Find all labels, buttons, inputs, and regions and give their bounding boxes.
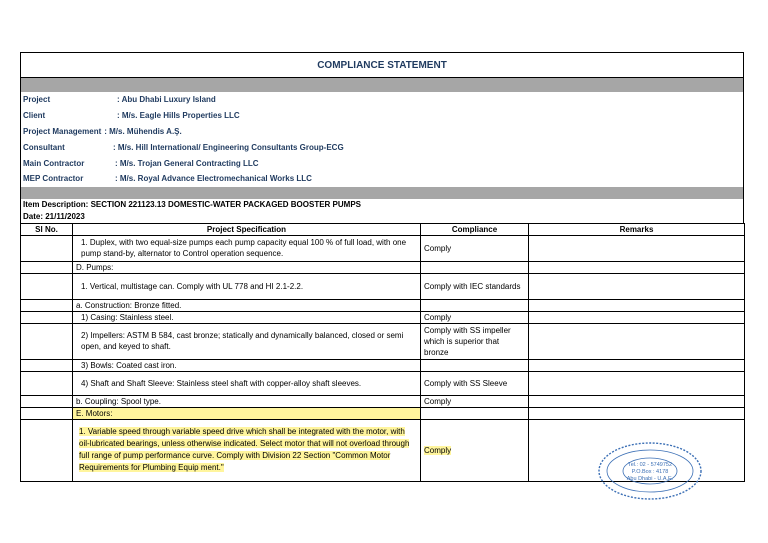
remarks-cell — [529, 407, 745, 419]
spec-cell: 3) Bowls: Coated cast iron. — [73, 359, 421, 371]
compliance-cell: Comply with SS impeller which is superior that bronze — [421, 323, 529, 359]
info-value: : M/s. Trojan General Contracting LLC — [115, 158, 259, 168]
spec-cell: E. Motors: — [73, 407, 421, 419]
sl-no-cell — [21, 371, 73, 395]
stamp-text: Tel.: 02 - 5749752 — [627, 462, 673, 468]
info-label: Project Management — [23, 126, 102, 136]
info-label: Project — [23, 95, 51, 105]
table-row — [21, 261, 745, 273]
table-row — [21, 299, 745, 311]
remarks-cell — [529, 395, 745, 407]
compliance-cell: Comply — [421, 311, 529, 323]
info-row-mep-contractor — [23, 171, 743, 187]
sl-no-cell — [21, 311, 73, 323]
remarks-cell — [529, 299, 745, 311]
table-header-row — [21, 223, 745, 235]
sl-no-cell — [21, 419, 73, 481]
compliance-cell: Comply with SS Sleeve — [421, 371, 529, 395]
remarks-cell — [529, 323, 745, 359]
spec-cell — [73, 419, 421, 481]
info-label: Consultant — [23, 142, 65, 152]
table-row — [21, 235, 745, 261]
table-row — [21, 371, 745, 395]
spec-cell: 4) Shaft and Shaft Sleeve: Stainless steel shaft with copper-alloy shaft sleeves. — [73, 371, 421, 395]
table-row — [21, 311, 745, 323]
remarks-cell — [529, 311, 745, 323]
table-row — [21, 359, 745, 371]
column-header-remarks: Remarks — [529, 223, 745, 235]
remarks-cell — [529, 359, 745, 371]
compliance-cell — [421, 261, 529, 273]
table-row — [21, 323, 745, 359]
sl-no-cell — [21, 299, 73, 311]
info-value: : Abu Dhabi Luxury Island — [117, 95, 216, 105]
spec-cell: a. Construction: Bronze fitted. — [73, 299, 421, 311]
sl-no-cell — [21, 273, 73, 299]
project-info — [20, 92, 744, 187]
compliance-sheet — [20, 52, 744, 482]
sl-no-cell — [21, 235, 73, 261]
info-row-client — [23, 108, 743, 124]
table-row — [21, 407, 745, 419]
table-row — [21, 273, 745, 299]
compliance-cell — [421, 407, 529, 419]
info-row-project — [23, 92, 743, 108]
compliance-cell: Comply — [421, 395, 529, 407]
info-value: : M/s. Mühendis A.Ş. — [104, 126, 182, 136]
item-description-block — [20, 199, 744, 223]
remarks-cell — [529, 273, 745, 299]
sl-no-cell — [21, 407, 73, 419]
sl-no-cell — [21, 261, 73, 273]
stamp-text: Abu Dhabi - U.A.E. — [626, 476, 674, 482]
spec-cell: 1. Duplex, with two equal-size pumps each pump capacity equal 100 % of full load, with one pump stand-by, alternator to Control operation sequence. — [73, 235, 421, 261]
compliance-text-highlighted: Comply — [424, 445, 452, 455]
info-row-main-contractor — [23, 155, 743, 171]
remarks-cell — [529, 371, 745, 395]
sl-no-cell — [21, 395, 73, 407]
info-label: Main Contractor — [23, 158, 85, 168]
company-seal-stamp — [596, 440, 704, 502]
info-value: : M/s. Eagle Hills Properties LLC — [117, 111, 240, 121]
spec-text-highlighted: 1. Variable speed through variable speed drive which shall be integrated with the motor, with oil-lubricated bearings, unless otherwise indicated. Select motor that will not overload through full range of pump performance curve. Comply with Division 22 Section "Common Motor Requirements for Plumbing Equip ment." — [79, 427, 410, 473]
info-row-project-management — [23, 124, 743, 140]
spec-cell: b. Coupling: Spool type. — [73, 395, 421, 407]
spec-cell: 2) Impellers: ASTM B 584, cast bronze; statically and dynamically balanced, closed or semi open, and keyed to shaft. — [73, 323, 421, 359]
document-title: COMPLIANCE STATEMENT — [20, 52, 744, 78]
item-description: Item Description: SECTION 221123.13 DOMESTIC-WATER PACKAGED BOOSTER PUMPS — [23, 200, 361, 210]
table-row — [21, 395, 745, 407]
spec-cell: D. Pumps: — [73, 261, 421, 273]
compliance-cell — [421, 299, 529, 311]
date-line: Date: 21/11/2023 — [23, 212, 85, 222]
sl-no-cell — [21, 323, 73, 359]
column-header-specification: Project Specification — [73, 223, 421, 235]
spec-cell: 1) Casing: Stainless steel. — [73, 311, 421, 323]
sl-no-cell — [21, 359, 73, 371]
info-value: : M/s. Hill International/ Engineering Consultants Group-ECG — [113, 142, 344, 152]
stamp-text: P.O.Box : 4178 — [631, 469, 669, 475]
info-row-consultant — [23, 139, 743, 155]
remarks-cell — [529, 261, 745, 273]
spec-cell: 1. Vertical, multistage can. Comply with UL 778 and HI 2.1-2.2. — [73, 273, 421, 299]
compliance-cell — [421, 359, 529, 371]
info-value: : M/s. Royal Advance Electromechanical Works LLC — [115, 174, 312, 184]
compliance-cell: Comply with IEC standards — [421, 273, 529, 299]
column-header-sl-no: Sl No. — [21, 223, 73, 235]
remarks-cell — [529, 235, 745, 261]
info-label: MEP Contractor — [23, 174, 84, 184]
compliance-cell — [421, 419, 529, 481]
column-header-compliance: Compliance — [421, 223, 529, 235]
header-band — [20, 78, 744, 92]
section-band — [20, 187, 744, 199]
compliance-cell: Comply — [421, 235, 529, 261]
info-label: Client — [23, 111, 46, 121]
